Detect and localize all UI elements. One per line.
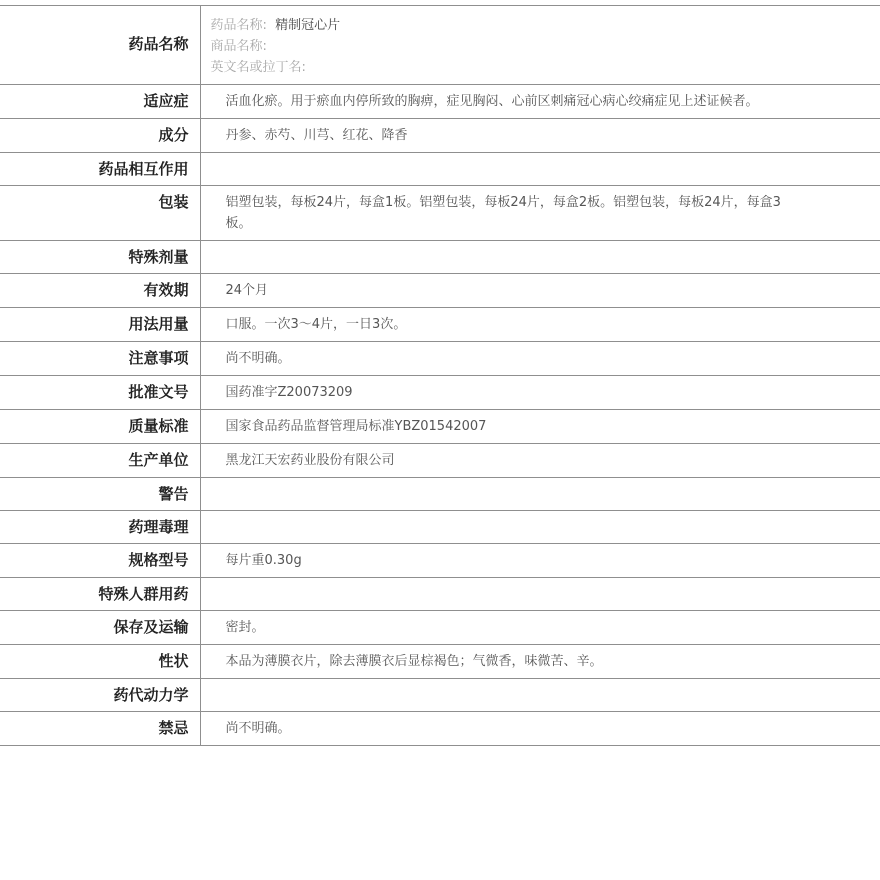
info-row-value: 铝塑包装，每板24片，每盒1板。铝塑包装，每板24片，每盒2板。铝塑包装，每板24片，每盒3板。 (200, 186, 880, 241)
info-row-value (200, 679, 880, 712)
info-row-label: 适应症 (0, 85, 200, 119)
info-row-label: 注意事项 (0, 342, 200, 376)
info-row-value: 尚不明确。 (200, 342, 880, 376)
info-row (0, 511, 880, 544)
info-row (0, 376, 880, 410)
info-row-label: 药理毒理 (0, 511, 200, 544)
trade-name-line (211, 36, 871, 57)
info-row (0, 410, 880, 444)
info-row-value (200, 478, 880, 511)
info-row (0, 712, 880, 746)
info-row (0, 444, 880, 478)
info-row-value (200, 153, 880, 186)
drug-name-values (200, 6, 880, 85)
info-row-label: 性状 (0, 645, 200, 679)
info-row-value: 活血化瘀。用于瘀血内停所致的胸痹，症见胸闷、心前区刺痛冠心病心绞痛症见上述证候者。 (200, 85, 880, 119)
info-row (0, 645, 880, 679)
info-row-label: 用法用量 (0, 308, 200, 342)
info-row (0, 342, 880, 376)
info-row-label: 有效期 (0, 274, 200, 308)
info-row-label: 生产单位 (0, 444, 200, 478)
generic-name-key: 药品名称: (210, 18, 267, 33)
info-row-label: 禁忌 (0, 712, 200, 746)
trade-name-key: 商品名称: (210, 39, 267, 54)
info-row-label: 质量标准 (0, 410, 200, 444)
info-row (0, 611, 880, 645)
drug-info-table (0, 5, 880, 746)
info-row-value: 国药准字Z20073209 (200, 376, 880, 410)
info-row-label: 药代动力学 (0, 679, 200, 712)
info-row-label: 包装 (0, 186, 200, 241)
info-row-label: 特殊剂量 (0, 241, 200, 274)
info-row-value: 本品为薄膜衣片，除去薄膜衣后显棕褐色；气微香，味微苦、辛。 (200, 645, 880, 679)
generic-name-value: 精制冠心片 (275, 18, 341, 33)
info-row-value: 丹参、赤芍、川芎、红花、降香 (200, 119, 880, 153)
info-row-value: 每片重0.30g (200, 544, 880, 578)
info-row-label: 药品相互作用 (0, 153, 200, 186)
info-row (0, 478, 880, 511)
info-row (0, 241, 880, 274)
info-row-value: 国家食品药品监督管理局标准YBZ01542007 (200, 410, 880, 444)
info-row-label: 成分 (0, 119, 200, 153)
info-row (0, 679, 880, 712)
info-row-label: 特殊人群用药 (0, 578, 200, 611)
info-row-value (200, 241, 880, 274)
info-row (0, 544, 880, 578)
info-row-value (200, 511, 880, 544)
info-row (0, 85, 880, 119)
drug-info-table-body (0, 6, 880, 746)
info-row (0, 153, 880, 186)
info-row-label: 保存及运输 (0, 611, 200, 645)
info-row-value (200, 578, 880, 611)
info-row (0, 274, 880, 308)
info-row-label: 批准文号 (0, 376, 200, 410)
english-name-line (211, 57, 871, 78)
info-row-value: 密封。 (200, 611, 880, 645)
info-row-label: 规格型号 (0, 544, 200, 578)
info-row-value: 尚不明确。 (200, 712, 880, 746)
drug-info-sheet (0, 5, 880, 746)
info-row-value: 口服。一次3～4片，一日3次。 (200, 308, 880, 342)
info-row (0, 119, 880, 153)
info-row-value: 黑龙江天宏药业股份有限公司 (200, 444, 880, 478)
english-name-key: 英文名或拉丁名: (210, 60, 306, 75)
generic-name-line (211, 15, 871, 36)
info-row-value: 24个月 (200, 274, 880, 308)
info-row (0, 578, 880, 611)
info-row-label: 警告 (0, 478, 200, 511)
drug-name-label: 药品名称 (0, 6, 200, 85)
info-row (0, 186, 880, 241)
info-row (0, 308, 880, 342)
drug-name-row (0, 6, 880, 85)
